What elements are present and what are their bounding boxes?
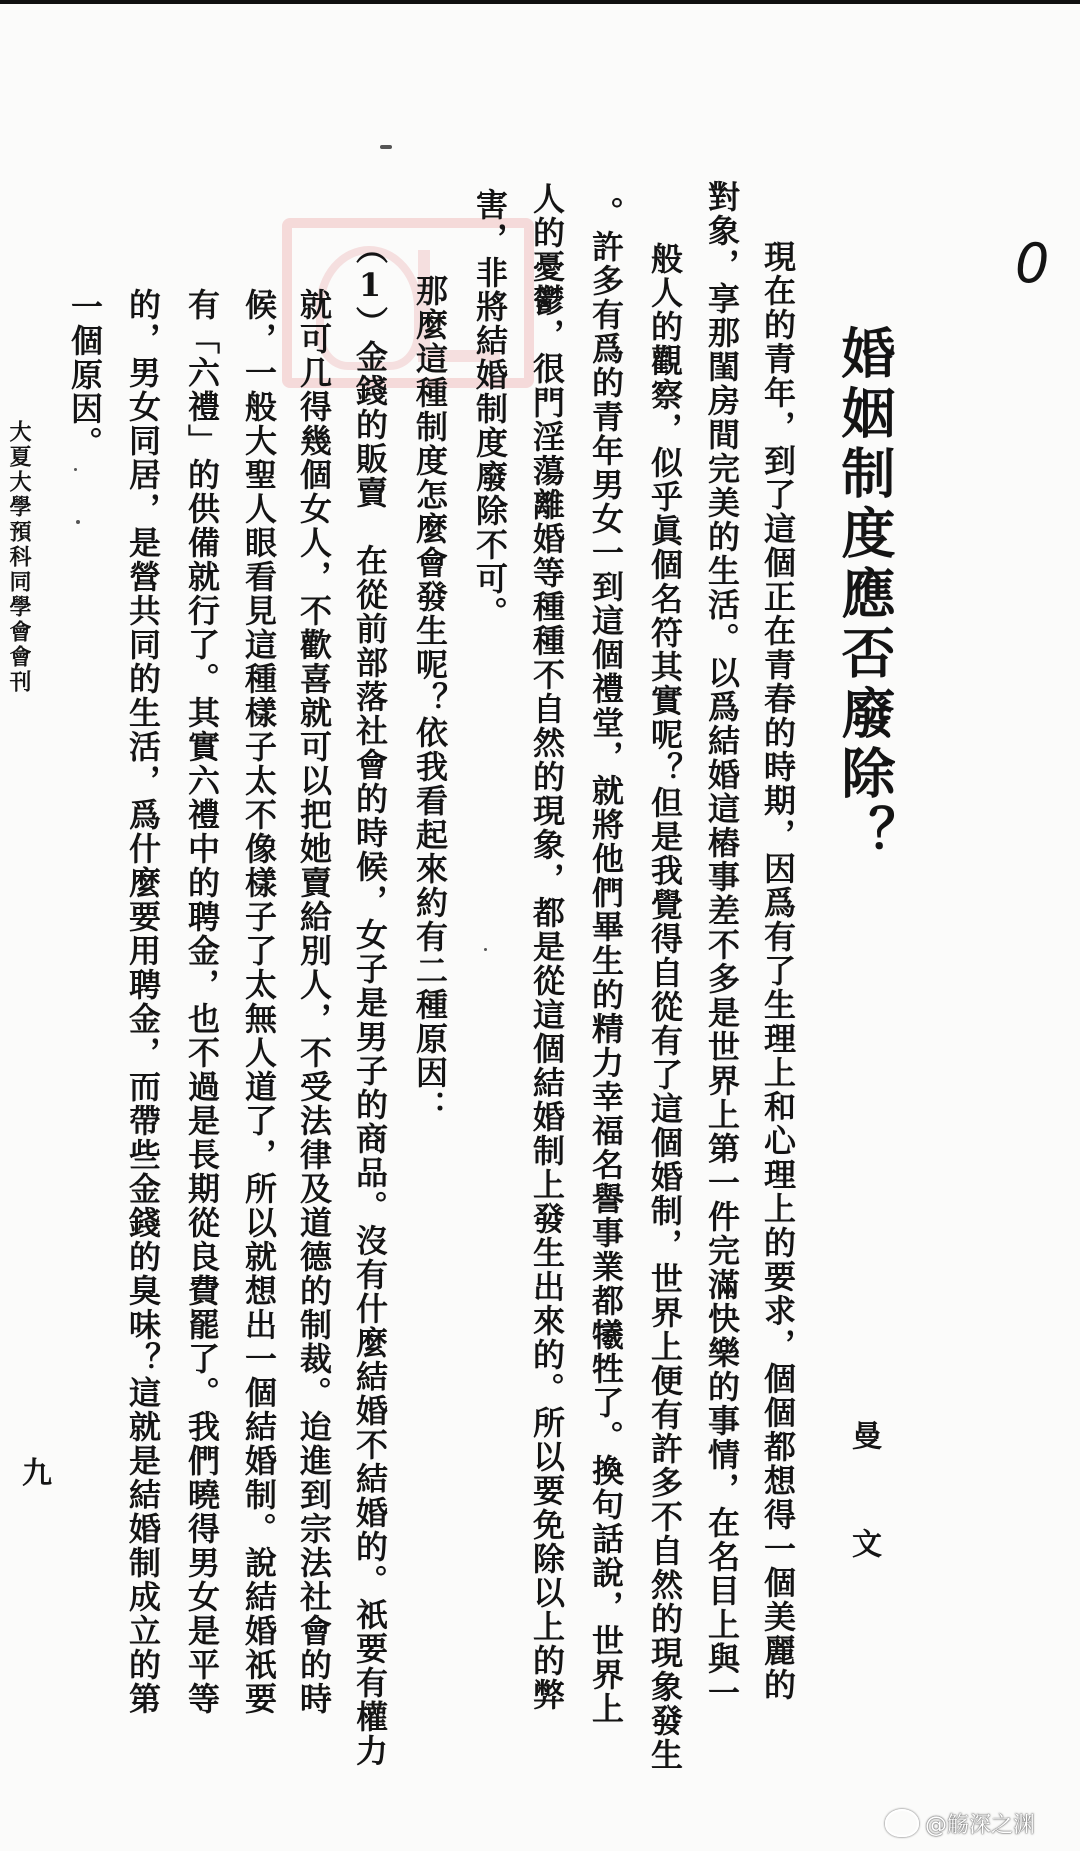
body-line-6: 害，非將結婚制度廢除不可。 <box>471 188 509 630</box>
body-line-10: 候，一般大聖人眼看見這種樣子太不像樣子了太無人道了，所以就想出一個結婚制。說結婚祇要 <box>240 288 278 1716</box>
body-line-5: 人的憂鬱，很門淫蕩離婚等種種不自然的現象，都是從這個結婚制上發生出來的。所以要免除以上的弊 <box>528 182 566 1712</box>
publication-name: 大夏大學預科同學會會刊 <box>6 420 32 695</box>
body-line-3: 般人的觀察，似乎眞個名符其實呢？但是我覺得自從有了這個婚制，世界上便有許多不自然的現象發生 <box>646 242 684 1772</box>
top-border-line <box>0 0 1080 4</box>
body-line-8: （1）金錢的販賣 在從前部落社會的時候，女子是男子的商品。沒有什麼結婚不結婚的。祇要有權力 <box>351 232 389 1768</box>
scan-speck <box>380 145 392 149</box>
body-line-12: 的，男女同居，是營共同的生活，爲什麼要用聘金，而帶些金錢的臭味？這就是結婚制成立的第 <box>124 288 162 1716</box>
scan-speck <box>76 520 80 524</box>
scan-speck <box>74 468 77 471</box>
watermark-text: @觞深之渊 <box>925 1812 1036 1838</box>
social-watermark <box>885 1806 1035 1840</box>
body-line-13: 一個原因。 <box>66 290 104 460</box>
body-line-11: 有「六禮」的供備就行了。其實六禮中的聘金，也不過是長期從良費罷了。我們曉得男女是平等 <box>183 288 221 1716</box>
body-line-9: 就可几得幾個女人，不歡喜就可以把她賣給別人，不受法律及道德的制裁。迨進到宗法社會的時 <box>295 288 333 1716</box>
author-name: 曼 文 <box>846 1420 881 1582</box>
section-number: 0 <box>1015 232 1050 295</box>
body-line-7: 那麼這種制度怎麼會發生呢？依我看起來約有二種原因： <box>411 240 449 1124</box>
body-line-4: 。許多有爲的青年男女一到這個禮堂，就將他們畢生的精力幸福名譽事業都犧牲了。換句話說，世界上 <box>587 196 625 1726</box>
weibo-logo-icon <box>885 1809 919 1837</box>
page-number: 九 <box>22 1456 52 1491</box>
body-line-2: 對象，享那閨房間完美的生活。以爲結婚這樁事差不多是世界上第一件完滿快樂的事情，在名目上與一 <box>703 180 741 1710</box>
body-line-1: 現在的青年，到了這個正在青春的時期，因爲有了生理上和心理上的要求，個個都想得一個美麗的 <box>759 240 797 1702</box>
article-title: 婚姻制度應否廢除？ <box>833 325 897 865</box>
scan-speck <box>484 948 487 951</box>
